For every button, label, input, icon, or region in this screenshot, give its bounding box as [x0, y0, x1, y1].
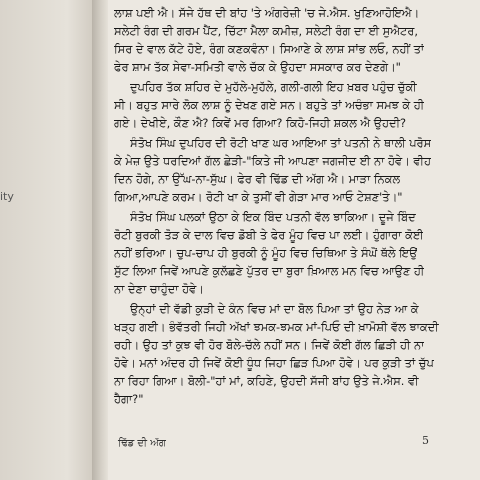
text-line: ਲਾਸ਼ ਪਈ ਐ। ਸੱਜੇ ਹੱਥ ਦੀ ਬਾਂਹ 'ਤੇ ਅੰਗਰੇਜ਼ੀ 'ਚ ਜੇ.ਐਸ. ਖੁਣਿਆਹੋਇਐ।	[114, 6, 420, 20]
previous-page	[0, 0, 96, 480]
text-line: ਹੈਗਾ?"	[114, 392, 144, 406]
text-line: ਰਹੀ। ਉਹ ਤਾਂ ਕੁਝ ਵੀ ਹੋਰ ਬੋਲੇ-ਚੱਲੇ ਨਹੀਂ ਸਨ। ਜਿਵੇਂ ਕੋਈ ਗੱਲ ਛਿੜੀ ਹੀ ਨਾ	[114, 338, 425, 352]
page-number: 5	[422, 434, 429, 447]
text-line: ਨਹੀਂ ਭਰਿਆ। ਚੁਪ-ਚਾਪ ਹੀ ਬੁਰਕੀ ਨੂੰ ਮੂੰਹ ਵਿਚ ਚਿਥਿਆ ਤੇ ਸੰਘੋਂ ਥੱਲੇ ਇਉਂ	[114, 246, 418, 260]
text-line: ਫੇਰ ਸ਼ਾਮ ਤੱਕ ਸੇਵਾ-ਸਮਿਤੀ ਵਾਲੇ ਚੱਕ ਕੇ ਉਹਦਾ ਸਸਕਾਰ ਕਰ ਦੇਣਗੇ।"	[114, 60, 401, 74]
text-line: ਖੜ੍ਹ ਗਈ। ਭੰਵੱਤਰੀ ਜਿਹੀ ਅੱਖਾਂ ਝਮਕ-ਝਮਕ ਮਾਂ-ਪਿਓ ਦੀ ਖ਼ਾਮੋਸ਼ੀ ਵੱਲ ਝਾਕਦੀ	[114, 320, 439, 334]
text-line: ਹੋਵੇ। ਮਨਾਂ ਅੰਦਰ ਹੀ ਜਿਵੇਂ ਕੋਈ ਧੂੰਧ ਜਿਹਾ ਛਿੜ ਪਿਆ ਹੋਵੇ। ਪਰ ਕੁੜੀ ਤਾਂ ਚੁੱਪ	[114, 356, 434, 370]
text-line: ਰੋਟੀ ਬੁਰਕੀ ਤੋੜ ਕੇ ਦਾਲ ਵਿਚ ਡੋਬੀ ਤੇ ਫੇਰ ਮੂੰਹ ਵਿਚ ਪਾ ਲਈ। ਹੁੰਗਾਰਾ ਕੋਈ	[114, 228, 424, 242]
text-line: ਸਲੇਟੀ ਰੰਗ ਦੀ ਗਰਮ ਪੈਂਟ, ਚਿੱਟਾ ਮੈਲਾ ਕਮੀਜ਼, ਸਲੇਟੀ ਰੰਗ ਦਾ ਈ ਸੁਐਟਰ,	[114, 24, 418, 38]
text-line: ਸਿਰ ਦੇ ਵਾਲ ਕੱਟੇ ਹੋਏ, ਰੰਗ ਕਣਕਵੰਨਾ। ਸਿਆਣੇ ਕੇ ਲਾਸ਼ ਸਾਂਭ ਲਓ, ਨਹੀਂ ਤਾਂ	[114, 42, 425, 56]
text-line: ਨਾ ਦੇਣਾ ਚਾਹੁੰਦਾ ਹੋਵੇ।	[114, 282, 204, 296]
text-line: ਗਏ। ਦੇਖੀਏ, ਕੌਣ ਐ? ਕਿਵੇਂ ਮਰ ਗਿਆ? ਕਿਹੋ-ਜਿਹੀ ਸ਼ਕਲ ਐ ਉਹਦੀ?	[114, 116, 407, 130]
previous-page-text-fragment: ity	[0, 190, 14, 203]
paragraph-start-line: ਸੰਤੋਖ ਸਿੰਘ ਦੁਪਹਿਰ ਦੀ ਰੋਟੀ ਖਾਣ ਘਰ ਆਇਆ ਤਾਂ ਪਤਨੀ ਨੇ ਥਾਲੀ ਪਰੋਸ	[130, 136, 432, 150]
text-line: ਗਿਆ,ਆਪਣੇ ਕਰਮ। ਰੋਟੀ ਖਾ ਕੇ ਤੁਸੀਂ ਵੀ ਗੇੜਾ ਮਾਰ ਆਓ ਟੇਸ਼ਣ'ਤੇ।"	[114, 190, 403, 204]
text-line: ਦਿਨ ਹੋਗੇ, ਨਾ ਉੱਘ-ਨਾ-ਸੁੱਘ। ਫੇਰ ਵੀ ਢਿੱਡ ਦੀ ਅੱਗ ਐ। ਮਾੜਾ ਨਿਕਲ	[114, 172, 401, 186]
paragraph-start-line: ਸੰਤੋਖ ਸਿੰਘ ਪਲਕਾਂ ਉਠਾ ਕੇ ਇਕ ਬਿੰਦ ਪਤਨੀ ਵੱਲ ਝਾਕਿਆ। ਦੂਜੇ ਬਿੰਦ	[130, 210, 416, 224]
paragraph-start-line: ਉਨ੍ਹਾਂ ਦੀ ਵੱਡੀ ਕੁੜੀ ਦੇ ਕੰਨ ਵਿਚ ਮਾਂ ਦਾ ਬੋਲ ਪਿਆ ਤਾਂ ਉਹ ਨੇੜ ਆ ਕੇ	[130, 302, 419, 316]
text-line: ਸੀ। ਬਹੁਤ ਸਾਰੇ ਲੋਕ ਲਾਸ਼ ਨੂੰ ਦੇਖਣ ਗਏ ਸਨ। ਬਹੁਤੇ ਤਾਂ ਅਚੰਭਾ ਸਮਝ ਕੇ ਹੀ	[114, 98, 425, 112]
text-line: ਨਾ ਰਿਹਾ ਗਿਆ। ਬੋਲੀ-"ਹਾਂ ਮਾਂ, ਕਹਿਣੇ, ਉਹਦੀ ਸੱਜੀ ਬਾਂਹ ਉਤੇ ਜੇ.ਐਸ. ਵੀ	[114, 374, 419, 388]
text-line: ਕੇ ਮੇਜ਼ ਉਤੇ ਧਰਦਿਆਂ ਗੱਲ ਛੇੜੀ-"ਕਿਤੇ ਜੀ ਆਪਣਾ ਜਗਜੀਦ ਈ ਨਾ ਹੋਵੇ। ਵੀਹ	[114, 154, 431, 168]
paragraph-start-line: ਦੁਪਹਿਰ ਤੱਕ ਸ਼ਹਿਰ ਦੇ ਮੁਹੱਲੇ-ਮੁਹੱਲੇ, ਗਲੀ-ਗਲੀ ਇਹ ਖ਼ਬਰ ਪਹੁੰਚ ਚੁੱਕੀ	[130, 80, 417, 94]
current-page	[108, 0, 480, 480]
running-footer-title: ਢਿੱਡ ਦੀ ਅੱਗ	[118, 438, 166, 449]
text-line: ਸੁੱਟ ਲਿਆ ਜਿਵੇਂ ਆਪਣੇ ਕੁਲੱਛਣੇ ਪੁੱਤਰ ਦਾ ਬੁਰਾ ਖ਼ਿਆਲ ਮਨ ਵਿਚ ਆਉਣ ਹੀ	[114, 264, 425, 278]
